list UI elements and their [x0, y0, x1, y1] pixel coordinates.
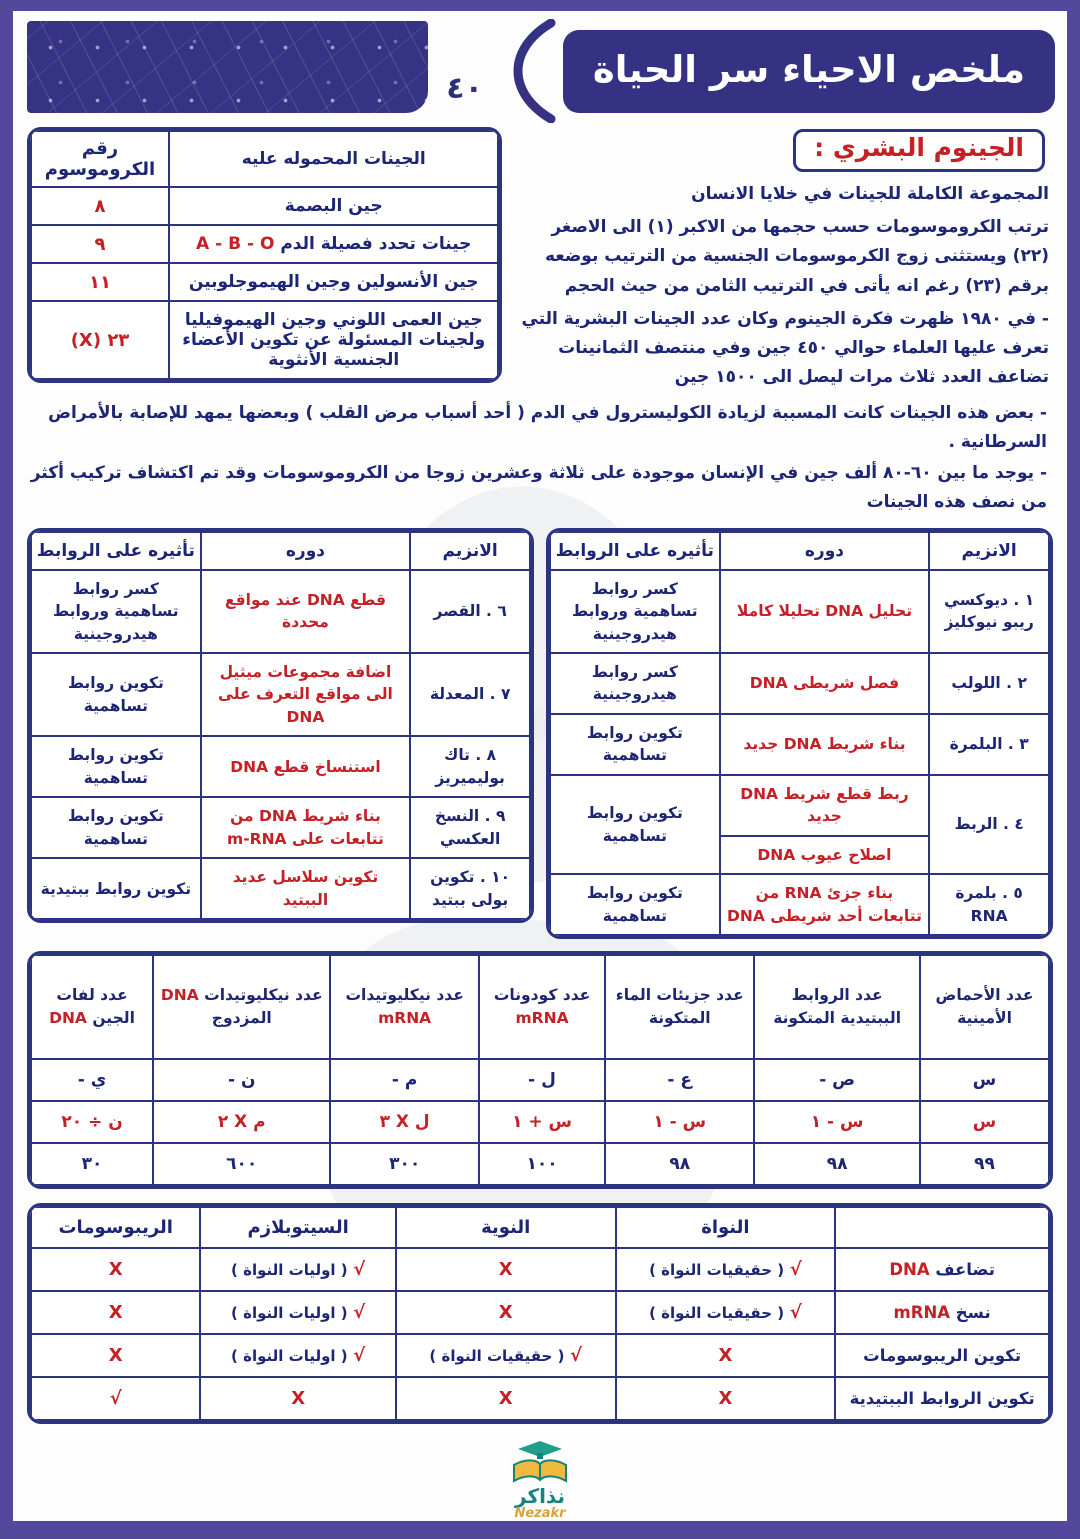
- cell-enzyme: ٨ . تاك بوليميريز: [410, 736, 530, 797]
- loc-cell: [200, 1377, 395, 1420]
- enzymes-table-right-frame: [546, 528, 1053, 940]
- loc-cell: [396, 1377, 616, 1420]
- counts-cell: م -: [330, 1059, 478, 1101]
- header-curve-divider: [501, 19, 559, 123]
- gene-text: جينات تحدد فصيلة الدم: [280, 234, 472, 254]
- loc-cell: [396, 1291, 616, 1334]
- loc-cell: [396, 1248, 616, 1291]
- cell-role: استنساخ قطع DNA: [201, 736, 411, 797]
- cell-note: ( اوليات النواة ): [231, 1261, 348, 1280]
- enzymes-table-left: [30, 531, 531, 921]
- brand-name-english: Nezakr: [514, 1505, 566, 1521]
- check-mark: X: [498, 1302, 513, 1324]
- cell-note: ( اوليات النواة ): [231, 1304, 348, 1323]
- cell-note: ( حقيقيات النواة ): [649, 1304, 785, 1323]
- cell-effect: تكوين روابط تساهمية: [550, 874, 720, 935]
- counts-cell: م X ٢: [153, 1101, 330, 1143]
- header-label-red: DNA: [160, 985, 199, 1004]
- cell-chromosome-number: ١١: [31, 263, 169, 301]
- enzymes-table-right: [549, 531, 1050, 937]
- counts-cell: ٩٨: [754, 1143, 920, 1185]
- counts-cell: ن -: [153, 1059, 330, 1101]
- counts-cell: ن ÷ ٢٠: [31, 1101, 153, 1143]
- cell-genes: [169, 301, 498, 379]
- counts-cell: ١٠٠: [479, 1143, 605, 1185]
- check-mark: √: [353, 1345, 366, 1367]
- cell-enzyme: ١٠ . تكوين بولى ببتيد: [410, 858, 530, 919]
- table-row: [550, 653, 1049, 714]
- counts-cell: ع -: [605, 1059, 754, 1101]
- header-label-2: المزدوج: [211, 1009, 272, 1028]
- genome-paragraph-3: - في ١٩٨٠ ظهرت فكرة الجينوم وكان عدد الجينات البشرية التي تعرف عليها العلماء حوالي ٤٥٠ جين وفي منتصف الثمانينات تضاعف العدد ثلاث مرات ليصل الى ١٥٠٠ جين: [521, 308, 1049, 388]
- cell-effect: تكوين روابط تساهمية: [31, 736, 201, 797]
- cell-chromosome-number: ٨: [31, 187, 169, 225]
- header-label-red: mRNA: [515, 1009, 569, 1028]
- table-row: [31, 1291, 1049, 1334]
- column-header-effect: تأثيره على الروابط: [550, 532, 720, 570]
- check-mark: X: [291, 1388, 306, 1410]
- column-header-role: دوره: [201, 532, 411, 570]
- counts-cell: ٩٨: [605, 1143, 754, 1185]
- cell-role: تكوين سلاسل عديد الببتيد: [201, 858, 411, 919]
- page-header: [27, 19, 1053, 123]
- counts-header-gene-turns: [31, 955, 153, 1059]
- row-label-text: نسخ: [955, 1303, 991, 1323]
- counts-header-water-molecules: [605, 955, 754, 1059]
- table-row: [31, 1059, 1049, 1101]
- loc-cell: [396, 1334, 616, 1377]
- loc-cell: [200, 1291, 395, 1334]
- cell-effect: كسر روابط هيدروجينية: [550, 653, 720, 714]
- header-label-red: DNA: [49, 1009, 87, 1028]
- header-label: عدد جزيئات الماء المتكونة: [615, 985, 744, 1028]
- genome-paragraph-5: - يوجد ما بين ٦٠-٨٠ ألف جين في الإنسان موجودة على ثلاثة وعشرين زوجا من الكروموسومات وقد تم اكتشاف تركيب أكثر من نصف هذه الجينات: [30, 463, 1047, 513]
- column-header-enzyme: الانزيم: [929, 532, 1049, 570]
- cell-role: تحليل DNA تحليلا كاملا: [720, 570, 930, 653]
- counts-cell: ٦٠٠: [153, 1143, 330, 1185]
- table-header-row: [31, 955, 1049, 1059]
- check-mark: √: [353, 1259, 366, 1281]
- cell-effect: تكوين روابط تساهمية: [550, 775, 720, 874]
- column-header-enzyme: الانزيم: [410, 532, 530, 570]
- genome-paragraph-4: - بعض هذه الجينات كانت المسببة لزيادة الكوليسترول في الدم ( أحد أسباب مرض القلب ) وبعضها يمهد للإصابة بالأمراض السرطانية .: [48, 402, 1047, 452]
- counts-cell: ي -: [31, 1059, 153, 1101]
- table-header-row: [31, 532, 530, 570]
- check-mark: √: [789, 1302, 802, 1324]
- cell-chromosome-number: ٢٣ (X): [31, 301, 169, 379]
- counts-cell: س - ١: [754, 1101, 920, 1143]
- loc-cell: [616, 1248, 836, 1291]
- counts-cell: ٣٠: [31, 1143, 153, 1185]
- table-row: [31, 1101, 1049, 1143]
- counts-cell: س: [920, 1101, 1049, 1143]
- enzymes-table-left-frame: [27, 528, 534, 924]
- cell-effect: تكوين روابط تساهمية: [31, 797, 201, 858]
- check-mark: √: [353, 1302, 366, 1324]
- check-mark: X: [498, 1388, 513, 1410]
- counts-table-frame: [27, 951, 1053, 1189]
- page-title: ملخص الاحياء سر الحياة: [565, 32, 1053, 111]
- column-header-role: دوره: [720, 532, 930, 570]
- cell-note: ( اوليات النواة ): [231, 1347, 348, 1366]
- location-table: [30, 1206, 1050, 1421]
- cell-enzyme: ٣ . البلمرة: [929, 714, 1049, 775]
- chromosome-table-frame: [27, 127, 502, 383]
- cell-role: اضافة مجموعات ميثيل الى مواقع التعرف على DNA: [201, 653, 411, 736]
- table-header-row: [550, 532, 1049, 570]
- cell-enzyme: ١ . ديوكسي ريبو نيوكليز: [929, 570, 1049, 653]
- loc-cell: [200, 1334, 395, 1377]
- row-label: [835, 1377, 1049, 1420]
- chromosome-table-column: [27, 127, 502, 383]
- cell-effect: تكوين روابط تساهمية: [31, 653, 201, 736]
- counts-cell: ٩٩: [920, 1143, 1049, 1185]
- counts-cell: ٣٠٠: [330, 1143, 478, 1185]
- gene-text: جين البصمة: [284, 196, 383, 216]
- header-label: عدد لفات الجين: [56, 985, 135, 1028]
- cell-role: قطع DNA عند مواقع محددة: [201, 570, 411, 653]
- table-row: [550, 714, 1049, 775]
- row-label: [835, 1248, 1049, 1291]
- check-mark: X: [108, 1302, 123, 1324]
- table-row: [31, 1248, 1049, 1291]
- counts-header-dna-nucleotides: [153, 955, 330, 1059]
- table-row: [31, 187, 498, 225]
- table-row: [31, 1143, 1049, 1185]
- table-row: [31, 736, 530, 797]
- cell-role: بناء شريط DNA من تتابعات على m-RNA: [201, 797, 411, 858]
- gene-text-red: A - B - O: [196, 234, 275, 254]
- check-mark: X: [108, 1345, 123, 1367]
- loc-cell: [616, 1291, 836, 1334]
- cell-enzyme: ٩ . النسخ العكسي: [410, 797, 530, 858]
- table-row: [31, 858, 530, 919]
- brand-name-arabic: نذاكر: [515, 1483, 565, 1508]
- genome-section: [27, 127, 1053, 397]
- enzymes-section: [27, 528, 1053, 940]
- cell-genes: [169, 187, 498, 225]
- column-header-ribosomes: الريبوسومات: [31, 1207, 200, 1248]
- table-row: [31, 570, 530, 653]
- cell-role: فصل شريطى DNA: [720, 653, 930, 714]
- row-label: [835, 1334, 1049, 1377]
- cell-role: ربط قطع شريط DNA جديد: [720, 775, 930, 836]
- row-label-red: mRNA: [893, 1303, 951, 1323]
- header-label: عدد كودونات: [493, 985, 591, 1004]
- table-header-row: [31, 1207, 1049, 1248]
- check-mark: √: [570, 1345, 583, 1367]
- corner-cell: [835, 1207, 1049, 1248]
- header-label: عدد نيكليوتيدات: [204, 985, 323, 1004]
- cell-note: ( حقيقيات النواة ): [429, 1347, 565, 1366]
- cell-role: بناء شريط DNA جديد: [720, 714, 930, 775]
- counts-header-peptide-bonds: [754, 955, 920, 1059]
- cell-effect: كسر روابط تساهمية وروابط هيدروجينية: [550, 570, 720, 653]
- table-row: [31, 225, 498, 263]
- table-row: [31, 653, 530, 736]
- column-header-chromosome-number: رقم الكروموسوم: [31, 131, 169, 187]
- cell-effect: تكوين روابط تساهمية: [550, 714, 720, 775]
- header-label: عدد نيكليوتيدات: [345, 985, 464, 1004]
- section-title-genome: [793, 129, 1045, 172]
- cell-enzyme: ٧ . المعدلة: [410, 653, 530, 736]
- loc-cell: [31, 1248, 200, 1291]
- counts-header-amino-acids: [920, 955, 1049, 1059]
- table-header-row: [31, 131, 498, 187]
- nezakr-logo-icon: [510, 1439, 570, 1485]
- genome-text-column: [516, 127, 1053, 397]
- check-mark: X: [498, 1259, 513, 1281]
- cell-enzyme: ٦ . القصر: [410, 570, 530, 653]
- check-mark: √: [789, 1259, 802, 1281]
- section-title-text: الجينوم البشري :: [814, 133, 1024, 162]
- loc-cell: [200, 1248, 395, 1291]
- genome-paragraph-2: ترتب الكروموسومات حسب حجمها من الاكبر (١) الى الاصغر (٢٢) ويستثنى زوج الكرموسومات الجنسية من الترتيب بوضعه برقم (٢٣) رغم انه يأتى في الترتيب الثامن من حيث الحجم: [544, 217, 1049, 296]
- cell-genes: [169, 225, 498, 263]
- loc-cell: [616, 1334, 836, 1377]
- loc-cell: [31, 1291, 200, 1334]
- table-row: [550, 874, 1049, 935]
- cell-enzyme: ٤ . الربط: [929, 775, 1049, 874]
- loc-cell: [31, 1334, 200, 1377]
- column-header-cytoplasm: السيتوبلازم: [200, 1207, 395, 1248]
- cell-role-2: اصلاح عيوب DNA: [720, 836, 930, 874]
- row-label-text: تضاعف: [935, 1260, 995, 1280]
- check-mark: X: [108, 1259, 123, 1281]
- gene-text: جين العمى اللوني وجين الهيموفيليا ولجينات المسئولة عن تكوين الأعضاء الجنسية الأنثوية: [182, 310, 486, 370]
- cell-chromosome-number: ٩: [31, 225, 169, 263]
- loc-cell: [616, 1377, 836, 1420]
- counts-cell: س: [920, 1059, 1049, 1101]
- chromosome-table: [30, 130, 499, 380]
- column-header-nucleolus: النوية: [396, 1207, 616, 1248]
- table-row: [31, 301, 498, 379]
- column-header-effect: تأثيره على الروابط: [31, 532, 201, 570]
- cell-effect: تكوين روابط ببتيدية: [31, 858, 201, 919]
- table-row: [31, 263, 498, 301]
- gene-text: جين الأنسولين وجين الهيموجلوبين: [188, 272, 479, 292]
- check-mark: X: [718, 1388, 733, 1410]
- page-content: [27, 127, 1053, 1424]
- cell-effect: كسر روابط تساهمية وروابط هيدروجينية: [31, 570, 201, 653]
- column-header-genes: الجينات المحموله عليه: [169, 131, 498, 187]
- table-row: [31, 797, 530, 858]
- loc-cell: [31, 1377, 200, 1420]
- cell-genes: [169, 263, 498, 301]
- counts-header-mrna-codons: [479, 955, 605, 1059]
- network-pattern-graphic: [27, 21, 428, 113]
- counts-header-mrna-nucleotides: [330, 955, 478, 1059]
- check-mark: X: [718, 1345, 733, 1367]
- page-number: ٤٠: [446, 70, 483, 106]
- header-label: عدد الأحماض الأمينية: [935, 985, 1034, 1028]
- counts-cell: س - ١: [605, 1101, 754, 1143]
- counts-cell: ل X ٣: [330, 1101, 478, 1143]
- table-row: [31, 1334, 1049, 1377]
- header-label-red: mRNA: [378, 1009, 432, 1028]
- row-label-text: تكوين الروابط الببتيدية: [849, 1389, 1035, 1409]
- column-header-nucleus: النواة: [616, 1207, 836, 1248]
- counts-cell: ل -: [479, 1059, 605, 1101]
- location-table-frame: [27, 1203, 1053, 1424]
- check-mark: √: [109, 1388, 122, 1410]
- counts-table: [30, 954, 1050, 1186]
- cell-role: بناء جزئ RNA من تتابعات أحد شريطى DNA: [720, 874, 930, 935]
- table-row: [31, 1377, 1049, 1420]
- cell-note: ( حقيقيات النواة ): [649, 1261, 785, 1280]
- header-label: عدد الروابط الببتيدية المتكونة: [773, 985, 902, 1028]
- cell-enzyme: ٥ . بلمرة RNA: [929, 874, 1049, 935]
- table-row: [550, 775, 1049, 836]
- row-label-red: DNA: [889, 1260, 930, 1280]
- counts-cell: ص -: [754, 1059, 920, 1101]
- table-row: [550, 570, 1049, 653]
- genome-paragraph-1: المجموعة الكاملة للجينات في خلايا الانسان: [691, 184, 1049, 204]
- nezakr-brand: [510, 1439, 570, 1521]
- cell-enzyme: ٢ . اللولب: [929, 653, 1049, 714]
- counts-cell: س + ١: [479, 1101, 605, 1143]
- row-label-text: تكوين الريبوسومات: [863, 1346, 1022, 1366]
- row-label: [835, 1291, 1049, 1334]
